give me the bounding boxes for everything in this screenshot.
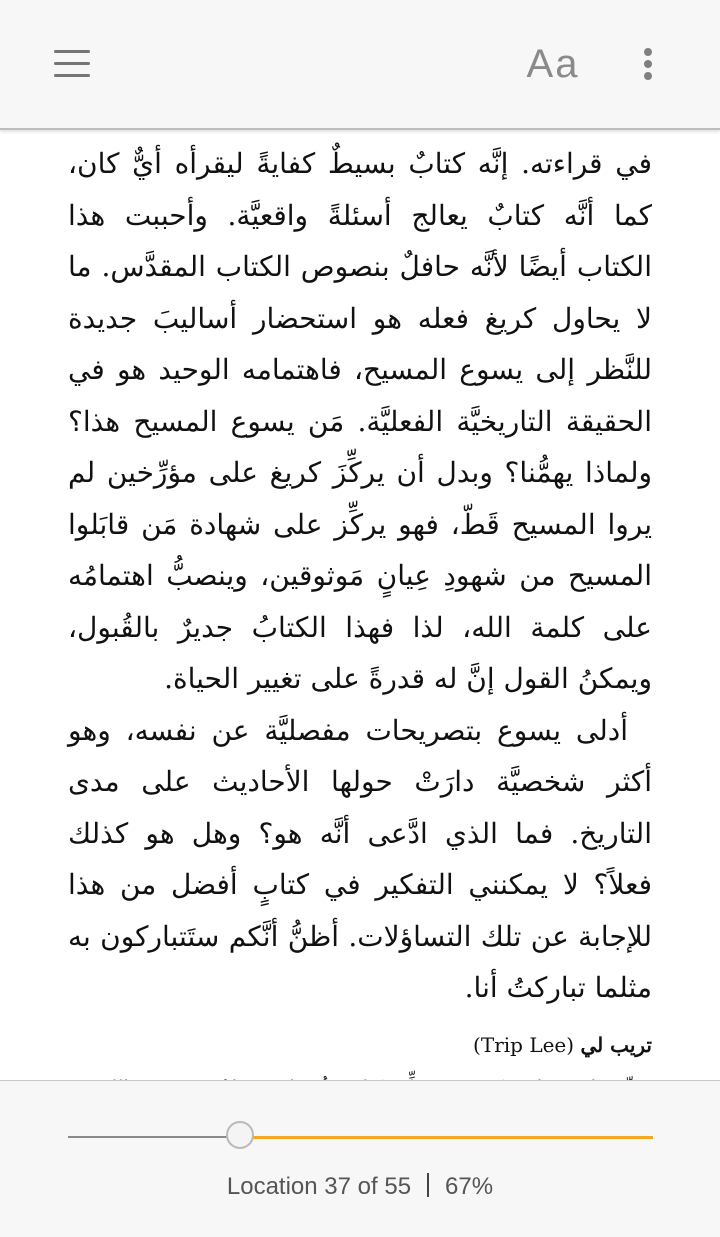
hamburger-menu-icon[interactable] xyxy=(48,40,96,88)
author-name: تريب لي xyxy=(580,1032,652,1057)
progress-track-remaining[interactable] xyxy=(240,1136,653,1139)
percent-text: 67% xyxy=(445,1173,494,1200)
progress-slider-thumb[interactable] xyxy=(226,1121,254,1149)
font-settings-button[interactable]: Aa xyxy=(526,42,580,86)
more-options-icon[interactable] xyxy=(628,40,668,88)
location-indicator xyxy=(0,1173,720,1201)
endorsement-author xyxy=(68,1028,652,1062)
paragraph: أدلى يسوع بتصريحات مفصليَّة عن نفسه، وهو أكثر شخصيَّة دارَتْ حولها الأحاديث على مدى التاريخ. فما الذي ادَّعى أنَّه هو؟ وهل هو كذلك فعلاً؟ لا يمكنني التفكير في كتابٍ أفضل من هذا للإجابة عن تلك التساؤلات. أظنُّ أنَّكم ستَتباركون به مثلما تباركتُ أنا. xyxy=(68,713,652,1004)
reading-progress-bar xyxy=(0,1080,720,1237)
author-latin-name: (Trip Lee) xyxy=(473,1032,575,1057)
location-text: Location 37 of 55 xyxy=(226,1173,412,1200)
reader-toolbar xyxy=(0,0,720,130)
book-page-text xyxy=(68,96,652,1078)
progress-track-read[interactable] xyxy=(68,1136,240,1138)
paragraph: في قراءته. إنَّه كتابٌ بسيطٌ كفايةً ليقرأه أيٌّ كان، كما أنَّه كتابٌ يعالج أسئلةً واقعيَّة. وأحببت هذا الكتاب أيضًا لأنَّه حافلٌ بنصوص الكتاب المقدَّس. ما لا يحاول كريغ فعله هو استحضار أساليبَ جديدة للنَّظر إلى يسوع المسيح، فاهتمامه الوحيد هو في الحقيقة التاريخيَّة الفعليَّة. مَن يسوع المسيح هذا؟ ولماذا يهمُّنا؟ وبدل أن يركِّزَ كريغ على مؤرِّخين لم يروا المسيح قَطّ، فهو يركِّز على شهادة مَن قابَلوا المسيح من شهودِ عِيانٍ مَوثوقين، وينصبُّ اهتمامُه على كلمة الله، لذا فهذا الكتابُ جديرٌ بالقُبول، ويمكنُ القول إنَّ له قدرةً على تغيير الحياة. xyxy=(68,147,652,695)
separator xyxy=(427,1173,429,1197)
